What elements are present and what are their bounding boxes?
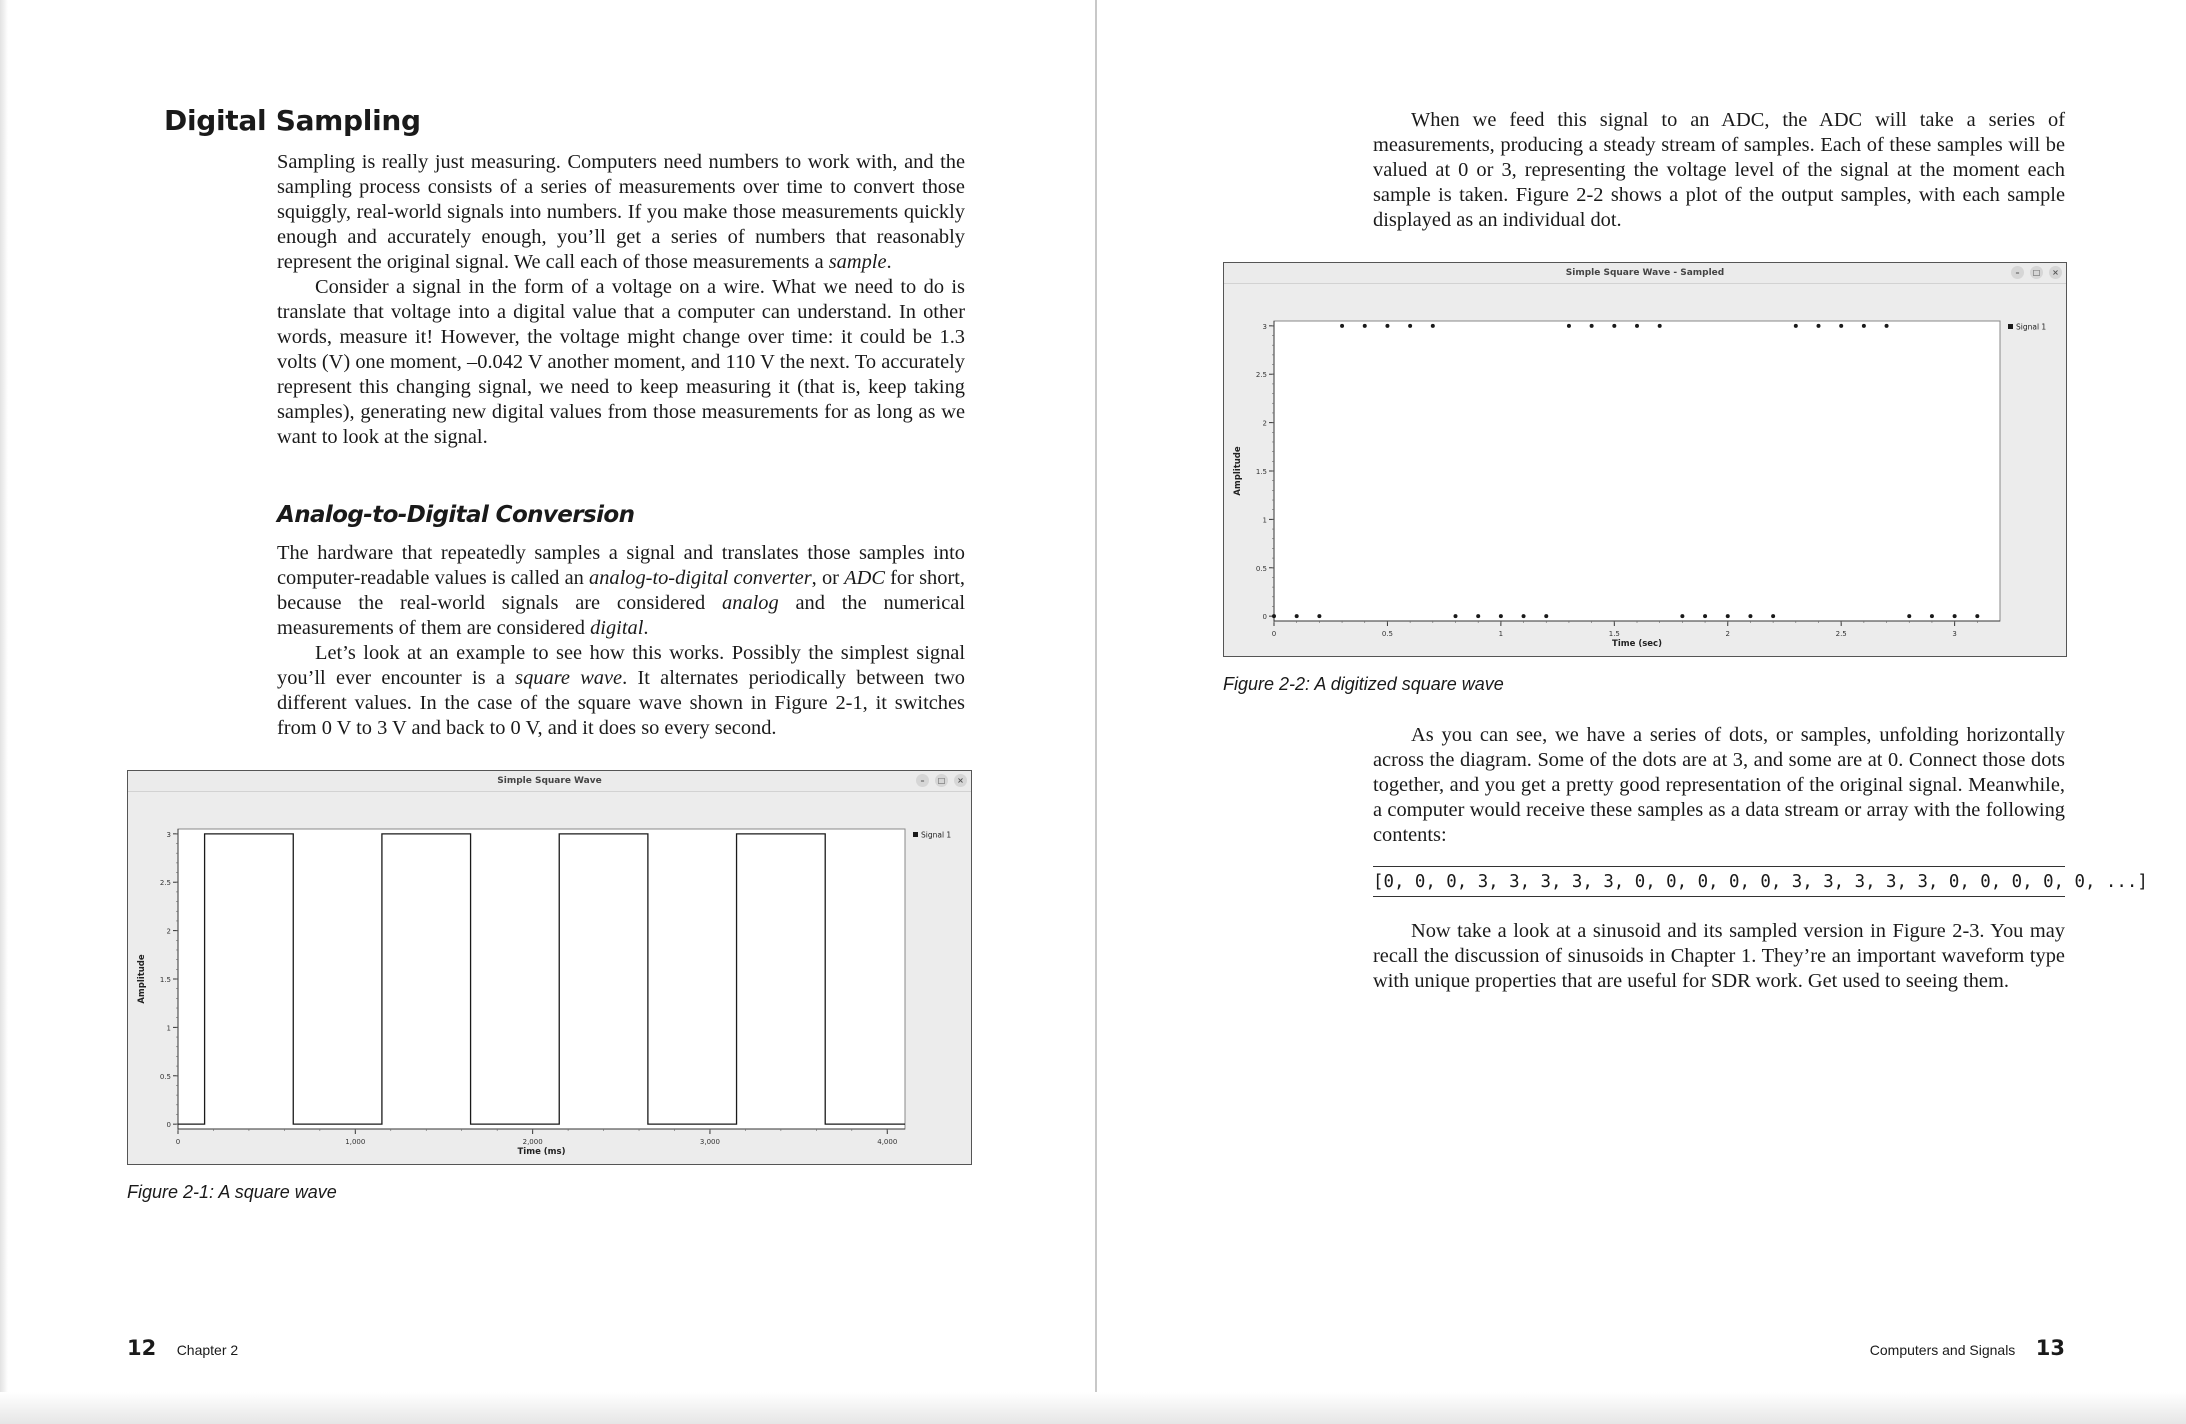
minimize-icon[interactable]: – bbox=[916, 774, 929, 787]
data-point bbox=[1748, 614, 1752, 618]
data-point bbox=[1272, 614, 1276, 618]
left-adc-text bbox=[277, 541, 965, 741]
maximize-icon[interactable]: □ bbox=[935, 774, 948, 787]
x-tick-label: 0 bbox=[175, 1138, 181, 1146]
maximize-icon[interactable]: □ bbox=[2030, 266, 2043, 279]
square-wave-chart bbox=[128, 792, 971, 1163]
legend bbox=[913, 831, 951, 840]
paragraph: When we feed this signal to an ADC, the ADC will take a series of measurements, producing a steady stream of samples. Each of these samples will be valued at 0 or 3, representing the voltage level of the signal at the moment each sample is taken. Figure 2-2 shows a plot of the output samples, with each sample displayed as an individual dot. bbox=[1373, 109, 2065, 231]
plot-area bbox=[1274, 321, 2000, 621]
data-point bbox=[1522, 614, 1526, 618]
y-tick-label: 1.5 bbox=[1255, 468, 1267, 476]
x-tick-label: 4,000 bbox=[877, 1138, 898, 1146]
data-point bbox=[1567, 324, 1571, 328]
right-footer bbox=[1870, 1336, 2065, 1360]
subsection-title: Analog-to-Digital Conversion bbox=[277, 502, 635, 528]
x-axis-label: Time (ms) bbox=[517, 1147, 566, 1157]
right-sinusoid-text bbox=[1373, 919, 2065, 994]
data-point bbox=[1476, 614, 1480, 618]
paragraph: Sampling is really just measuring. Computers need numbers to work with, and the sampling process consists of a series of measurements over time to convert those squiggly, real-world signals into numbers. If you make those measurements quickly enough and accurately enough, you’ll get a series of numbers that reasonably represent the original signal. We call each of those measurements a sample. bbox=[277, 151, 965, 273]
y-tick-label: 1.5 bbox=[159, 976, 171, 984]
paragraph: As you can see, we have a series of dots, or samples, unfolding horizontally across the diagram. Some of the dots are at 3, and some are at 0. Connect those dots together, and you get a pretty good representation of the original signal. Meanwhile, a computer would receive these samples as a data stream or array with the following contents: bbox=[1373, 724, 2065, 846]
legend bbox=[2008, 323, 2046, 332]
data-point bbox=[1658, 324, 1662, 328]
data-point bbox=[1385, 324, 1389, 328]
data-point bbox=[1726, 614, 1730, 618]
window-title: Simple Square Wave - Sampled bbox=[1565, 268, 1725, 278]
y-tick-label: 2.5 bbox=[1255, 371, 1267, 380]
y-tick-label: 0.5 bbox=[1255, 564, 1267, 573]
y-tick-label: 0.5 bbox=[159, 1072, 171, 1081]
y-tick-label: 0 bbox=[1262, 613, 1267, 622]
chapter-title-label: Computers and Signals bbox=[1869, 1342, 2016, 1358]
legend-label: Signal 1 bbox=[921, 830, 952, 840]
data-point bbox=[1431, 324, 1435, 328]
data-point bbox=[1340, 324, 1344, 328]
y-tick-label: 1 bbox=[166, 1024, 171, 1033]
x-tick-label: 0 bbox=[1271, 630, 1277, 638]
legend-swatch bbox=[2008, 324, 2013, 329]
data-point bbox=[1499, 614, 1503, 618]
data-point bbox=[1794, 324, 1798, 328]
x-tick-label: 1.5 bbox=[1608, 630, 1620, 638]
close-icon[interactable]: × bbox=[2049, 266, 2062, 279]
data-point bbox=[1771, 614, 1775, 618]
data-point bbox=[1295, 614, 1299, 618]
data-point bbox=[1703, 614, 1707, 618]
chapter-label: Chapter 2 bbox=[176, 1342, 239, 1358]
data-point bbox=[1907, 614, 1911, 618]
x-tick-label: 3,000 bbox=[699, 1138, 720, 1146]
figure-caption: Figure 2-2: A digitized square wave bbox=[1223, 674, 1504, 694]
data-point bbox=[1839, 324, 1843, 328]
minimize-icon[interactable]: – bbox=[2011, 266, 2024, 279]
data-point bbox=[1317, 614, 1321, 618]
code-array-listing: [0, 0, 0, 3, 3, 3, 3, 3, 0, 0, 0, 0, 0, 3, 3, 3, 3, 3, 0, 0, 0, 0, 0, ...] bbox=[1373, 866, 2065, 897]
x-tick-label: 1,000 bbox=[345, 1138, 366, 1146]
x-tick-label: 0.5 bbox=[1381, 630, 1394, 638]
x-tick-label: 2.5 bbox=[1835, 630, 1847, 638]
data-point bbox=[1953, 614, 1957, 618]
data-point bbox=[1680, 614, 1684, 618]
y-tick-label: 0 bbox=[166, 1121, 171, 1130]
x-tick-label: 1 bbox=[1498, 630, 1504, 638]
page-number: 12 bbox=[127, 1336, 157, 1360]
y-tick-label: 1 bbox=[1262, 516, 1267, 525]
data-point bbox=[1635, 324, 1639, 328]
window-title: Simple Square Wave bbox=[497, 776, 602, 786]
y-tick-label: 2 bbox=[166, 927, 171, 936]
page-edge-shadow bbox=[0, 0, 8, 1424]
y-tick-label: 2 bbox=[1262, 419, 1267, 428]
left-footer bbox=[127, 1336, 238, 1360]
y-axis-label: Amplitude bbox=[1233, 446, 1243, 496]
x-axis-label: Time (sec) bbox=[1612, 639, 1662, 649]
left-intro-text bbox=[277, 150, 965, 450]
sampled-wave-chart bbox=[1224, 284, 2066, 655]
x-tick-label: 3 bbox=[1952, 630, 1957, 638]
y-tick-label: 3 bbox=[166, 830, 171, 839]
figure-caption: Figure 2-1: A square wave bbox=[127, 1182, 337, 1202]
paragraph: Now take a look at a sinusoid and its sampled version in Figure 2-3. You may recall the discussion of sinusoids in Chapter 1. They’re an important waveform type with unique properties that are useful for SDR work. Get used to seeing them. bbox=[1373, 920, 2065, 992]
data-point bbox=[1975, 614, 1979, 618]
y-tick-label: 3 bbox=[1262, 322, 1267, 331]
data-point bbox=[1408, 324, 1412, 328]
page-number: 13 bbox=[2035, 1336, 2065, 1360]
close-icon[interactable]: × bbox=[954, 774, 967, 787]
y-tick-label: 2.5 bbox=[159, 879, 171, 888]
page-bottom-shadow bbox=[0, 1392, 2186, 1424]
data-point bbox=[1454, 614, 1458, 618]
window-titlebar bbox=[128, 771, 971, 792]
paragraph: Let’s look at an example to see how this works. Possibly the simplest signal you’ll ever encounter is a square wave. It alternates periodically between two different values. In the case of the square wave shown in Figure 2-1, it switches from 0 V to 3 V and back to 0 V, and it does so every second. bbox=[277, 642, 965, 739]
figure-window-square-wave bbox=[127, 770, 972, 1165]
y-axis-label: Amplitude bbox=[137, 954, 147, 1004]
section-title: Digital Sampling bbox=[164, 104, 421, 137]
data-point bbox=[1544, 614, 1548, 618]
plot-area bbox=[178, 829, 905, 1129]
right-explanation-text bbox=[1373, 723, 2065, 848]
legend-swatch bbox=[913, 832, 918, 837]
data-point bbox=[1930, 614, 1934, 618]
paragraph: Consider a signal in the form of a voltage on a wire. What we need to do is translate that voltage into a digital value that a computer can understand. In other words, measure it! However, the voltage might change over time: it could be 1.3 volts (V) one moment, –0.042 V another moment, and 110 V the next. To accurately represent this changing signal, we need to keep measuring it (that is, keep taking samples), generating new digital values from those measurements for as long as we want to look at the signal. bbox=[277, 276, 965, 448]
figure-window-sampled-wave bbox=[1223, 262, 2067, 657]
x-tick-label: 2,000 bbox=[522, 1138, 543, 1146]
data-point bbox=[1612, 324, 1616, 328]
right-intro-text bbox=[1373, 108, 2065, 233]
data-point bbox=[1885, 324, 1889, 328]
data-point bbox=[1363, 324, 1367, 328]
legend-label: Signal 1 bbox=[2016, 322, 2047, 332]
x-tick-label: 2 bbox=[1725, 630, 1730, 638]
data-point bbox=[1590, 324, 1594, 328]
book-gutter bbox=[1095, 0, 1097, 1424]
data-point bbox=[1817, 324, 1821, 328]
window-titlebar bbox=[1224, 263, 2066, 284]
data-point bbox=[1862, 324, 1866, 328]
paragraph: The hardware that repeatedly samples a signal and translates those samples into computer-readable values is called an analog-to-digital converter, or ADC for short, because the real-world signals are considered analog and the numerical measurements of them are considered digital. bbox=[277, 542, 965, 639]
